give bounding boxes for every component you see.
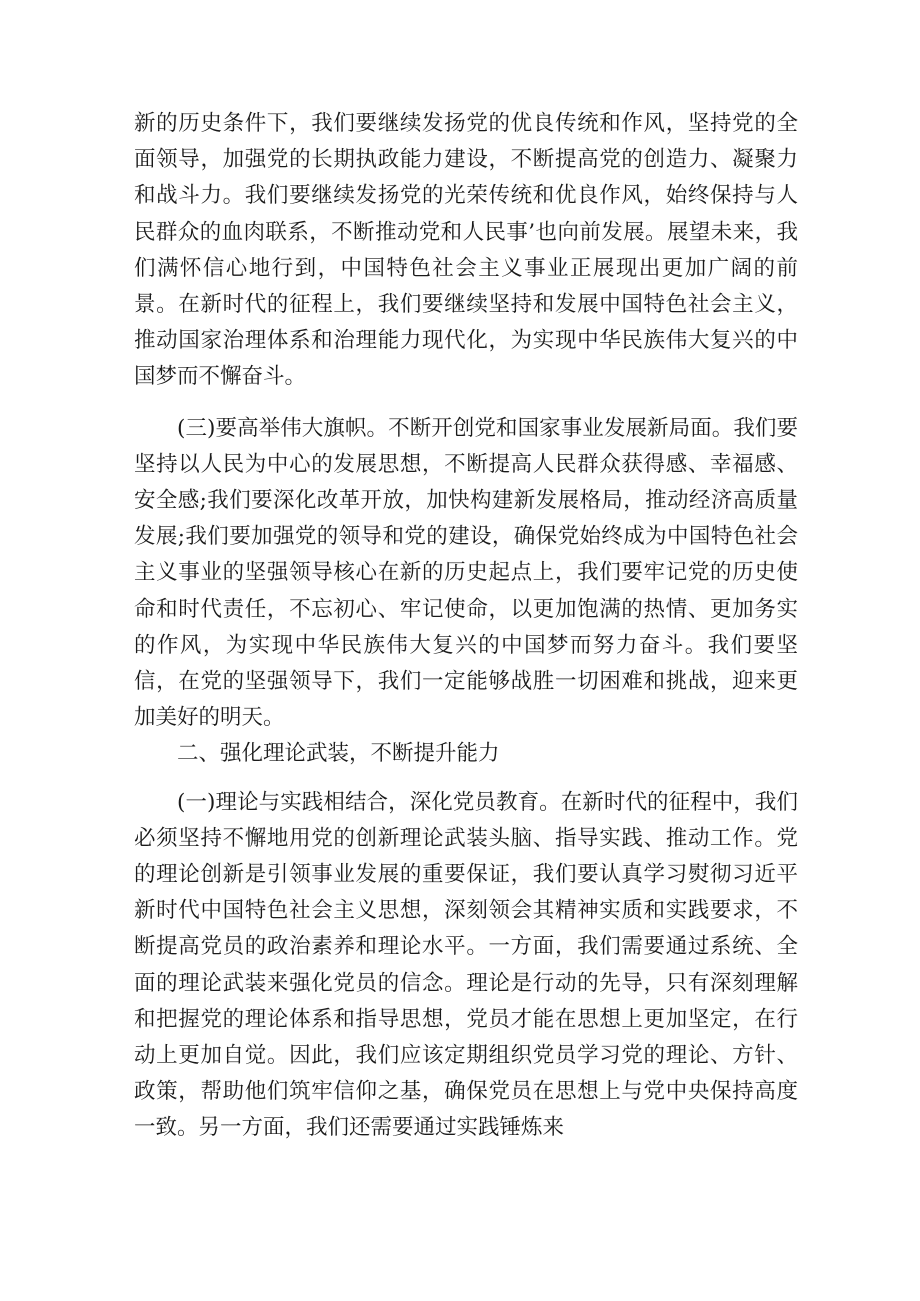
section-heading-2: 二、强化理论武装，不断提升能力: [177, 741, 500, 767]
paragraph-section-3: (三)要高举伟大旗帜。不断开创党和国家事业发展新局面。我们要坚持以人民为中心的发展思想，不断提高人民群众获得感、幸福感、安全感;我们要深化改革开放，加快构建新发展格局，推动经济高质量发展;我们要加强党的领导和党的建设，确保党始终成为中国特色社会主义事业的坚强领导核心在新的历史起点上，我们要牢记党的历史使命和时代责任，不忘初心、牢记使命，以更加饱满的热情、更加务实的作风，为实现中华民族伟大复兴的中国梦而努力奋斗。我们要坚信，在党的坚强领导下，我们一定能够战胜一切困难和挑战，迎来更加美好的明天。: [134, 415, 798, 731]
paragraph-continuation: 新的历史条件下，我们要继续发扬党的优良传统和作风，坚持党的全面领导，加强党的长期执政能力建设，不断提高党的创造力、凝聚力和战斗力。我们要继续发扬党的光荣传统和优良作风，始终保持与人民群众的血肉联系，不断推动党和人民事’也向前发展。展望未来，我们满怀信心地行到，中国特色社会主义事业正展现出更加广阔的前景。在新时代的征程上，我们要继续坚持和发展中国特色社会主义，推动国家治理体系和治理能力现代化，为实现中华民族伟大复兴的中国梦而不懈奋斗。: [134, 111, 798, 390]
document-page: [134, 106, 798, 1147]
paragraph-subsection-1: (一)理论与实践相结合，深化党员教育。在新时代的征程中，我们必须坚持不懈地用党的创新理论武装头脑、指导实践、推动工作。党的理论创新是引领事业发展的重要保证，我们要认真学习熨彻习近平新时代中国特色社会主义思想，深刻领会其精神实质和实践要求，不断提高党员的政治素养和理论水平。一方面，我们需要通过系统、全面的理论武装来强化党员的信念。理论是行动的先导，只有深刻理解和把握党的理论体系和指导思想，党员才能在思想上更加坚定，在行动上更加自觉。因此，我们应该定期组织党员学习党的理论、方针、政策，帮助他们筑牢信仰之基，确保党员在思想上与党中央保持高度一致。另一方面，我们还需要通过实践锤炼来: [134, 789, 798, 1141]
